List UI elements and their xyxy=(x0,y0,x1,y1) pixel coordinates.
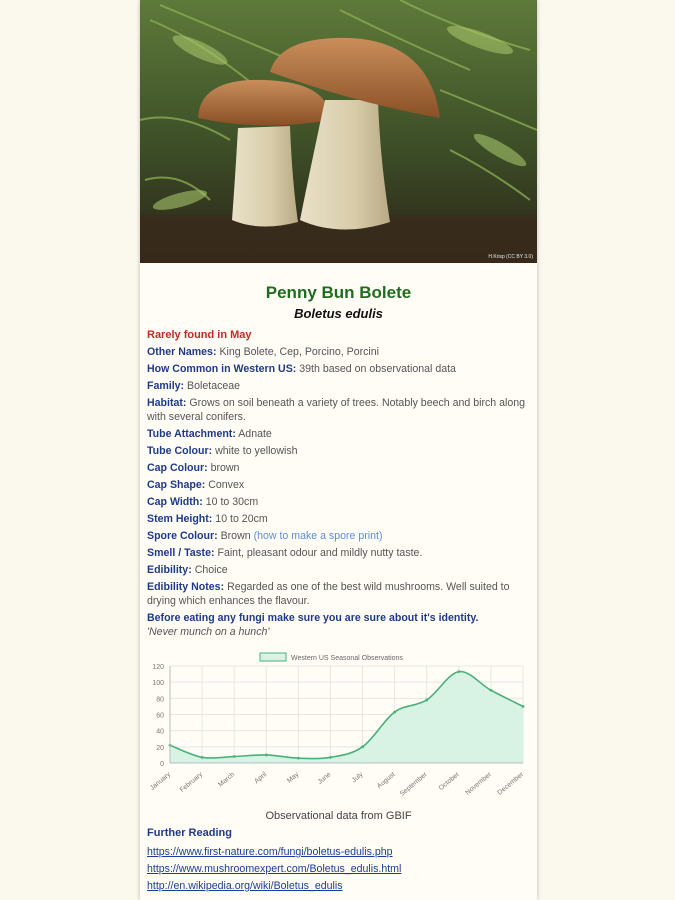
detail-cap-colour xyxy=(147,461,530,475)
data-point xyxy=(265,754,268,757)
detail-edibility xyxy=(147,563,530,577)
data-point xyxy=(297,757,300,760)
y-tick-label: 20 xyxy=(156,744,164,752)
data-point xyxy=(457,670,460,673)
detail-label: Tube Colour: xyxy=(147,445,213,457)
detail-value: brown xyxy=(210,462,240,474)
detail-family xyxy=(147,379,530,393)
x-tick-label: June xyxy=(316,771,333,786)
detail-label: Cap Colour: xyxy=(147,462,208,474)
detail-value: 39th based on observational data xyxy=(299,363,456,375)
detail-value: 10 to 30cm xyxy=(205,496,259,508)
x-tick-label: May xyxy=(286,771,301,785)
detail-smell-taste xyxy=(147,546,530,560)
detail-value: white to yellowish xyxy=(215,445,298,457)
detail-label: Tube Attachment: xyxy=(147,428,236,440)
data-point xyxy=(233,755,236,758)
detail-value: 10 to 20cm xyxy=(215,513,268,525)
identity-warning: Before eating any fungi make sure you are sure about it's identity. xyxy=(147,612,479,624)
detail-habitat xyxy=(147,396,530,424)
x-tick-label: March xyxy=(217,771,237,789)
legend-label: Western US Seasonal Observations xyxy=(291,655,403,662)
y-tick-label: 40 xyxy=(156,728,164,736)
detail-cap-width xyxy=(147,495,530,509)
detail-label: Cap Shape: xyxy=(147,479,206,491)
x-tick-label: February xyxy=(178,771,205,794)
detail-value: Adnate xyxy=(238,428,272,440)
y-tick-label: 60 xyxy=(156,712,164,720)
series-area xyxy=(170,672,523,763)
further-reading-link[interactable]: https://www.mushroomexpert.com/Boletus_edulis.html xyxy=(147,863,402,875)
detail-stem-height xyxy=(147,512,530,526)
photo-credit: H.Krisp (CC BY 3.0) xyxy=(488,254,533,260)
detail-other-names xyxy=(147,345,530,359)
data-point xyxy=(329,756,332,759)
seasonal-observations-chart xyxy=(140,648,537,803)
data-point xyxy=(490,689,493,692)
y-tick-label: 80 xyxy=(156,696,164,704)
detail-cap-shape xyxy=(147,478,530,492)
rarity-note: Rarely found in May xyxy=(147,329,252,341)
detail-value: Regarded as one of the best wild mushrooms. Well suited to drying which enhances the flavour. xyxy=(147,581,510,607)
detail-label: Cap Width: xyxy=(147,496,203,508)
detail-value: Faint, pleasant odour and mildly nutty taste. xyxy=(217,547,423,559)
spore-print-link[interactable]: (how to make a spore print) xyxy=(253,530,383,542)
y-tick-label: 0 xyxy=(160,761,164,768)
detail-label: Habitat: xyxy=(147,397,187,409)
chart-caption: Observational data from GBIF xyxy=(265,810,412,822)
detail-label: Spore Colour: xyxy=(147,530,218,542)
detail-label: Other Names: xyxy=(147,346,217,358)
detail-spore-colour xyxy=(147,529,530,543)
data-point xyxy=(361,745,364,748)
detail-value: Choice xyxy=(194,564,228,576)
detail-label: Edibility Notes: xyxy=(147,581,225,593)
detail-how-common xyxy=(147,362,530,376)
x-tick-label: November xyxy=(464,771,493,797)
further-reading-title: Further Reading xyxy=(147,827,232,839)
safety-quote: 'Never munch on a hunch' xyxy=(147,626,270,638)
detail-value: Convex xyxy=(208,479,245,491)
detail-value: Brown xyxy=(220,530,251,542)
species-details xyxy=(147,263,530,639)
data-point xyxy=(425,699,428,702)
latin-name: Boletus edulis xyxy=(294,306,383,321)
x-tick-label: October xyxy=(437,771,461,793)
y-tick-label: 120 xyxy=(152,664,164,671)
detail-edibility-notes xyxy=(147,580,530,608)
detail-value: Grows on soil beneath a variety of trees. Notably beech and birch along with several conifers. xyxy=(147,397,526,423)
x-tick-label: September xyxy=(398,771,429,798)
common-name: Penny Bun Bolete xyxy=(265,283,412,302)
x-tick-label: December xyxy=(496,771,525,797)
data-point xyxy=(201,756,204,759)
detail-tube-colour xyxy=(147,444,530,458)
mushroom-photo xyxy=(140,0,537,263)
x-tick-label: April xyxy=(253,771,269,786)
detail-label: Smell / Taste: xyxy=(147,547,215,559)
species-card xyxy=(140,0,537,900)
y-tick-label: 100 xyxy=(152,680,164,688)
data-point xyxy=(522,705,525,708)
x-tick-label: January xyxy=(148,771,172,793)
x-tick-label: August xyxy=(375,771,397,791)
detail-tube-attachment xyxy=(147,427,530,441)
data-point xyxy=(393,711,396,714)
detail-label: How Common in Western US: xyxy=(147,363,297,375)
detail-label: Edibility: xyxy=(147,564,192,576)
legend-swatch xyxy=(260,653,286,661)
detail-value: Boletaceae xyxy=(187,380,241,392)
detail-label: Stem Height: xyxy=(147,513,213,525)
x-tick-label: July xyxy=(350,771,365,785)
further-reading-link[interactable]: https://www.first-nature.com/fungi/boletus-edulis.php xyxy=(147,846,393,858)
further-reading-link[interactable]: http://en.wikipedia.org/wiki/Boletus_edulis xyxy=(147,880,343,892)
detail-label: Family: xyxy=(147,380,185,392)
detail-value: King Bolete, Cep, Porcino, Porcini xyxy=(219,346,380,358)
